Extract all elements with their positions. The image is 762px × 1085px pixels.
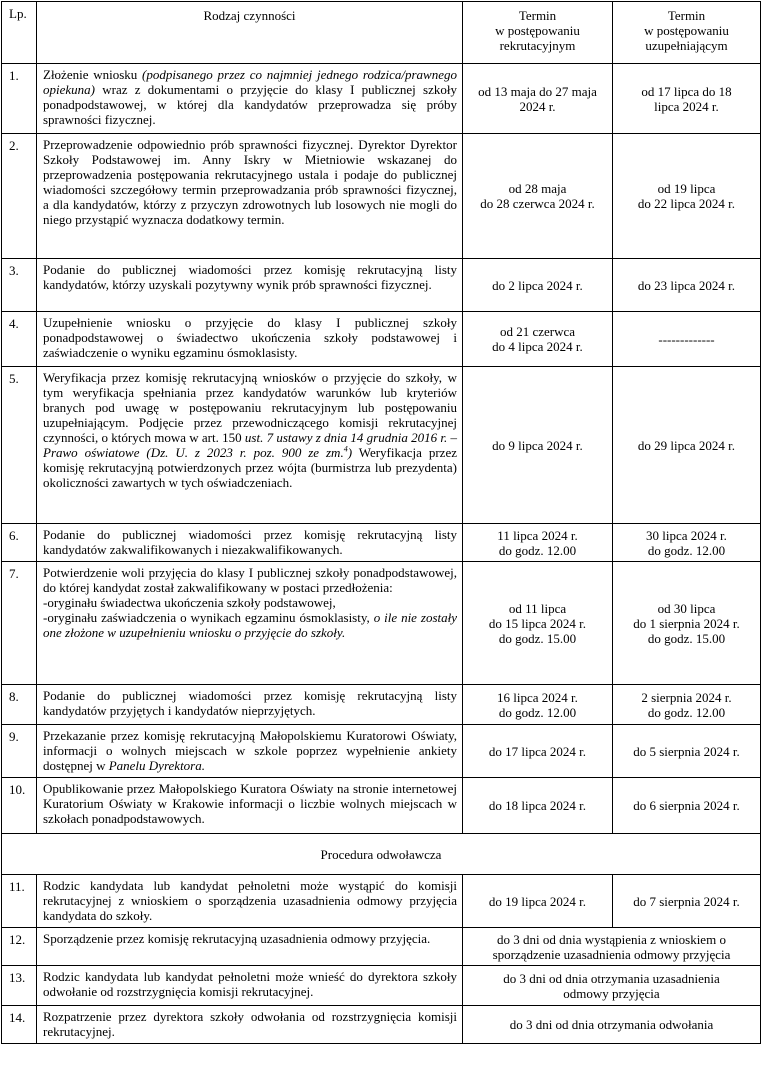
- term-line: do 2 lipca 2024 r.: [492, 277, 583, 293]
- table-row: [2, 312, 761, 367]
- row-description: Rozpatrzenie przez dyrektora szkoły odwołania od rozstrzygnięcia komisji rekrutacyjnej.: [37, 1006, 463, 1044]
- term-merged: [463, 928, 761, 966]
- row-number: 1.: [2, 64, 37, 134]
- table-row: [2, 966, 761, 1006]
- term-rekrutacyjne: [463, 312, 613, 367]
- header-line: w postępowaniu: [495, 23, 580, 38]
- term-uzupelniajace: [613, 778, 761, 834]
- term-line: do godz. 12.00: [647, 542, 726, 558]
- term-line: do 7 sierpnia 2024 r.: [633, 893, 740, 909]
- recruitment-schedule-table: [1, 1, 761, 1044]
- row-description: [37, 367, 463, 524]
- header-line: Termin: [667, 8, 706, 23]
- table-row: [2, 725, 761, 778]
- description-part: Weryfikacja przez komisję rekrutacyjną potwierdzonych przez wójta (burmistrza lub prezydenta) okoliczności zawartych w tych oświadczeniach.: [43, 445, 457, 490]
- term-line: 2 sierpnia 2024 r.: [641, 689, 732, 705]
- term-uzupelniajace: [613, 685, 761, 725]
- term-rekrutacyjne: [463, 685, 613, 725]
- term-line: 30 lipca 2024 r.: [646, 527, 727, 543]
- term-uzupelniajace: [613, 524, 761, 562]
- description-part: -oryginału świadectwa ukończenia szkoły podstawowej,: [43, 595, 336, 610]
- row-number: 10.: [2, 778, 37, 834]
- header-line: rekrutacyjnym: [499, 38, 576, 53]
- term-line: od 30 lipca: [657, 600, 716, 616]
- row-number: 4.: [2, 312, 37, 367]
- schedule-body: [2, 64, 761, 1044]
- row-number: 11.: [2, 875, 37, 928]
- term-line: do 3 dni od dnia otrzymania uzasadnienia: [503, 970, 720, 986]
- table-row: [2, 367, 761, 524]
- term-rekrutacyjne: [463, 562, 613, 685]
- description-part: ): [347, 445, 353, 460]
- term-uzupelniajace: [613, 64, 761, 134]
- header-rodzaj: Rodzaj czynności: [37, 2, 463, 64]
- table-row: [2, 875, 761, 928]
- row-description: [37, 778, 463, 834]
- table-row: [2, 64, 761, 134]
- row-description: [37, 562, 463, 685]
- term-rekrutacyjne: [463, 259, 613, 312]
- term-uzupelniajace: [613, 725, 761, 778]
- term-rekrutacyjne: [463, 875, 613, 928]
- table-row: [2, 259, 761, 312]
- row-description: [37, 134, 463, 259]
- table-row: [2, 562, 761, 685]
- term-line: do godz. 15.00: [647, 630, 726, 646]
- row-description: Rodzic kandydata lub kandydat pełnoletni może wystąpić do komisji rekrutacyjnej z wnioskiem o sporządzenia uzasadnienia odmowy przyjęcia kandydata do szkoły.: [37, 875, 463, 928]
- row-number: 5.: [2, 367, 37, 524]
- term-line: do 29 lipca 2024 r.: [637, 437, 736, 453]
- term-rekrutacyjne: [463, 367, 613, 524]
- description-part: Podanie do publicznej wiadomości przez komisję rekrutacyjną listy kandydatów zakwalifikowanych i niezakwalifikowanych.: [43, 527, 457, 557]
- term-rekrutacyjne: [463, 725, 613, 778]
- row-number: 7.: [2, 562, 37, 685]
- term-line: odmowy przyjęcia: [563, 985, 660, 1001]
- table-row: [2, 524, 761, 562]
- header-line: uzupełniającym: [645, 38, 728, 53]
- term-line: od 17 lipca do 18: [641, 83, 732, 99]
- row-description: [37, 312, 463, 367]
- term-uzupelniajace: [613, 562, 761, 685]
- row-number: 13.: [2, 966, 37, 1006]
- term-line: do godz. 15.00: [498, 630, 577, 646]
- term-rekrutacyjne: [463, 134, 613, 259]
- term-uzupelniajace: [613, 875, 761, 928]
- term-line: 11 lipca 2024 r.: [497, 527, 578, 543]
- row-description: [37, 725, 463, 778]
- row-description: Sporządzenie przez komisję rekrutacyjną uzasadnienia odmowy przyjęcia.: [37, 928, 463, 966]
- term-merged: [463, 1006, 761, 1044]
- table-row: [2, 928, 761, 966]
- description-part: ust. 7 ustawy z dnia 14 grudnia 2016 r. – Prawo oświatowe (Dz. U. z 2023 r. poz. 900 ze zm.: [43, 430, 458, 460]
- row-number: 9.: [2, 725, 37, 778]
- header-termin-uzupelniajace: [613, 2, 761, 64]
- term-line: od 19 lipca: [657, 181, 716, 196]
- description-part: Uzupełnienie wniosku o przyjęcie do klasy I publicznej szkoły ponadpodstawowej o świadectwo ukończenia szkoły podstawowej i zaświadczenie o wyniku egzaminu ósmoklasisty.: [43, 315, 457, 360]
- row-number: 3.: [2, 259, 37, 312]
- header-termin-rekrutacyjne: [463, 2, 613, 64]
- term-line: do 3 dni od dnia wystąpienia z wnioskiem o: [497, 931, 726, 947]
- term-line: od 21 czerwca: [499, 324, 576, 339]
- term-line: do 18 lipca 2024 r.: [488, 798, 587, 813]
- term-line: do 4 lipca 2024 r.: [492, 339, 583, 354]
- description-part: Podanie do publicznej wiadomości przez komisję rekrutacyjną listy kandydatów przyjętych i kandydatów nieprzyjętych.: [43, 688, 457, 718]
- term-rekrutacyjne: [463, 778, 613, 834]
- term-line: -------------: [658, 331, 715, 347]
- term-uzupelniajace: [613, 367, 761, 524]
- term-uzupelniajace: [613, 259, 761, 312]
- header-lp: Lp.: [2, 2, 37, 64]
- term-line: do 17 lipca 2024 r.: [488, 743, 587, 759]
- term-line: od 28 maja: [508, 181, 567, 196]
- description-part: Przeprowadzenie odpowiednio prób sprawności fizycznej. Dyrektor Dyrektor Szkoły Podstawowej im. Anny Iskry w Mietniowie wskazanej do przeprowadzenia postępowania rekrutacyjnego ustala i podaje do publicznej wiadomości szczegółowy termin przeprowadzania prób sprawności fizycznej, a dla kandydatów, którzy z przyczyn zdrowotnych lub losowych nie mogli do niego przystąpić wyznacza dodatkowy termin.: [43, 137, 457, 227]
- row-description: Rodzic kandydata lub kandydat pełnoletni może wnieść do dyrektora szkoły odwołanie od rozstrzygnięcia komisji rekrutacyjnej.: [37, 966, 463, 1006]
- description-part: Potwierdzenie woli przyjęcia do klasy I publicznej szkoły ponadpodstawowej, do której kandydat został zakwalifikowany w postaci przedłożenia:: [43, 565, 457, 595]
- term-line: do 1 sierpnia 2024 r.: [633, 615, 740, 631]
- term-rekrutacyjne: [463, 524, 613, 562]
- row-description: [37, 64, 463, 134]
- row-description: [37, 685, 463, 725]
- term-uzupelniajace: [613, 312, 761, 367]
- term-line: do 15 lipca 2024 r.: [488, 615, 587, 631]
- row-number: 8.: [2, 685, 37, 725]
- description-part: Opublikowanie przez Małopolskiego Kuratora Oświaty na stronie internetowej Kuratorium Oświaty w Krakowie informacji o liczbie wolnych miejscach w szkołach ponadpodstawowych.: [43, 781, 457, 826]
- description-part: Panelu Dyrektora.: [108, 758, 205, 773]
- row-description: [37, 524, 463, 562]
- row-description: [37, 259, 463, 312]
- term-line: do 3 dni od dnia otrzymania odwołania: [509, 1017, 714, 1032]
- row-number: 6.: [2, 524, 37, 562]
- term-uzupelniajace: [613, 134, 761, 259]
- term-line: do godz. 12.00: [498, 704, 577, 720]
- header-line: Termin: [518, 8, 557, 23]
- description-part: Weryfikacja przez komisję rekrutacyjną wniosków o przyjęcie do szkoły, w tym weryfikacja spełniania przez kandydatów warunków lub kryteriów branych pod uwagę w postępowaniu rekrutacyjnym lub postępowaniu uzupełniającym. Podjęcie przez przewodniczącego komisji rekrutacyjnej czynności, o których mowa w art. 150: [43, 370, 457, 445]
- row-number: 14.: [2, 1006, 37, 1044]
- row-number: 2.: [2, 134, 37, 259]
- header-line: w postępowaniu: [644, 23, 729, 38]
- description-part: Przekazanie przez komisję rekrutacyjną Małopolskiemu Kuratorowi Oświaty, informacji o wolnych miejscach w szkole poprzez wypełnienie ankiety dostępnej w: [43, 728, 457, 773]
- term-line: 2024 r.: [519, 98, 556, 114]
- term-line: 16 lipca 2024 r.: [497, 689, 578, 705]
- description-part: o ile nie zostały one złożone w uzupełnieniu wniosku o przyjęcie do szkoły.: [43, 610, 457, 640]
- term-line: do 6 sierpnia 2024 r.: [633, 798, 740, 813]
- term-line: do 22 lipca 2024 r.: [637, 196, 736, 211]
- term-line: do 23 lipca 2024 r.: [637, 277, 736, 293]
- term-line: lipca 2024 r.: [654, 98, 719, 114]
- term-line: do godz. 12.00: [498, 542, 577, 558]
- description-part: 4: [343, 444, 348, 454]
- description-part: -oryginału zaświadczenia o wynikach egzaminu ósmoklasisty,: [43, 610, 374, 625]
- row-number: 12.: [2, 928, 37, 966]
- term-line: sporządzenie uzasadnienia odmowy przyjęcia: [492, 946, 731, 962]
- table-row: [2, 1006, 761, 1044]
- section-row: [2, 834, 761, 875]
- table-row: [2, 685, 761, 725]
- term-merged: [463, 966, 761, 1006]
- term-line: do godz. 12.00: [647, 704, 726, 720]
- term-rekrutacyjne: [463, 64, 613, 134]
- term-line: do 28 czerwca 2024 r.: [480, 196, 595, 211]
- description-part: Złożenie wniosku: [43, 67, 143, 82]
- term-line: do 9 lipca 2024 r.: [492, 437, 583, 453]
- table-row: [2, 134, 761, 259]
- description-part: Podanie do publicznej wiadomości przez komisję rekrutacyjną listy kandydatów, którzy uzyskali pozytywny wynik prób sprawności fizycznej.: [43, 262, 457, 292]
- term-line: od 11 lipca: [508, 600, 567, 616]
- section-title: Procedura odwoławcza: [2, 834, 761, 875]
- table-header-row: [2, 2, 761, 64]
- table-row: [2, 778, 761, 834]
- description-part: (podpisanego przez co najmniej jednego rodzica/prawnego opiekuna): [43, 67, 457, 97]
- term-line: do 5 sierpnia 2024 r.: [633, 743, 740, 759]
- term-line: do 19 lipca 2024 r.: [488, 893, 587, 909]
- term-line: od 13 maja do 27 maja: [478, 83, 597, 99]
- description-part: wraz z dokumentami o przyjęcie do klasy I publicznej szkoły ponadpodstawowej, w której dla kandydatów przeprowadza się próby sprawności fizycznej.: [43, 82, 457, 127]
